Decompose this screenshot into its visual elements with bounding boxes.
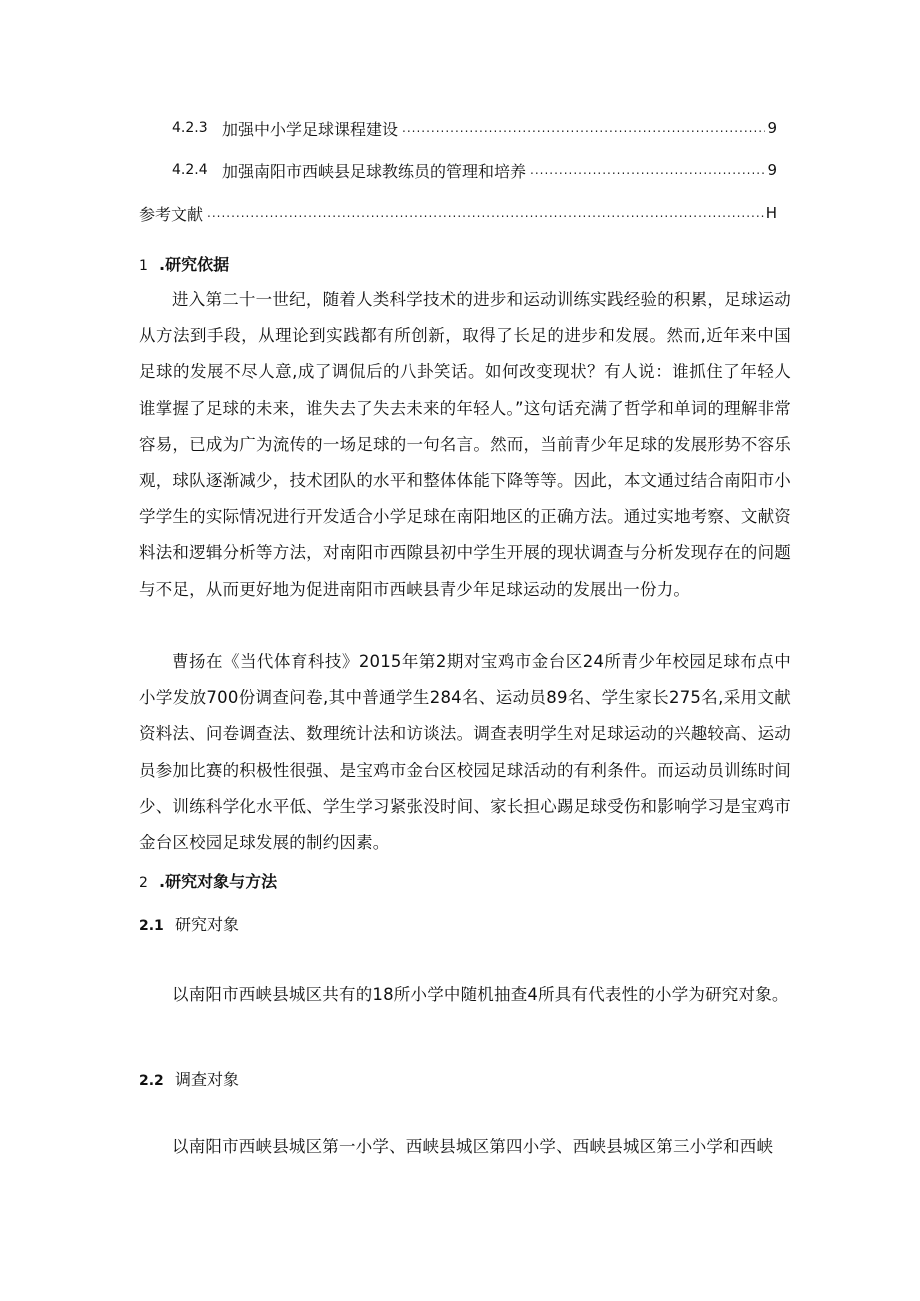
- body-paragraph: 以南阳市西峡县城区第一小学、西峡县城区第四小学、西峡县城区第三小学和西峡: [172, 1137, 774, 1156]
- toc-entry-title: 加强中小学足球课程建设: [222, 119, 399, 139]
- toc-entry-number: 4.2.4: [172, 162, 208, 178]
- subsection-heading: [139, 1068, 239, 1092]
- subsection-title: 研究对象: [175, 915, 240, 934]
- toc-entry-page: 9: [767, 161, 777, 179]
- toc-entry-page: H: [765, 204, 777, 222]
- toc-entry[interactable]: [172, 158, 777, 182]
- section-heading: [139, 253, 229, 277]
- subsection-heading: [139, 913, 239, 937]
- body-paragraph: 进入第二十一世纪，随着人类科学技术的进步和运动训练实践经验的积累，足球运动从方法到手段，从理论到实践都有所创新，取得了长足的进步和发展。然而,近年来中国足球的发展不尽人意,成了调侃后的八卦笑话。如何改变现状？有人说：谁抓住了年轻人谁掌握了足球的未来，谁失去了失去未来的年轻人。”这句话充满了哲学和单词的理解非常容易，已成为广为流传的一场足球的一句名言。然而，当前青少年足球的发展形势不容乐观，球队逐渐减少，技术团队的水平和整体体能下降等等。因此，本文通过结合南阳市小学学生的实际情况进行开发适合小学足球在南阳地区的正确方法。通过实地考察、文献资料法和逻辑分析等方法，对南阳市西隙县初中学生开展的现状调查与分析发现存在的问题与不足，从而更好地为促进南阳市西峡县青少年足球运动的发展出一份力。: [139, 290, 791, 599]
- toc-entry[interactable]: [139, 201, 777, 225]
- toc-leader-dots: [207, 206, 764, 220]
- body-paragraph: 曹扬在《当代体育科技》2015年第2期对宝鸡市金台区24所青少年校园足球布点中小学发放700份调查问卷,其中普通学生284名、运动员89名、学生家长275名,采用文献资料法、问卷调查法、数理统计法和访谈法。调查表明学生对足球运动的兴趣较高、运动员参加比赛的积极性很强、是宝鸡市金台区校园足球活动的有利条件。而运动员训练时间少、训练科学化水平低、学生学习紧张没时间、家长担心踢足球受伤和影响学习是宝鸡市金台区校园足球发展的制约因素。: [139, 652, 791, 853]
- section-heading: [139, 870, 277, 894]
- section-title: .研究对象与方法: [159, 872, 278, 891]
- toc-entry-title: 参考文献: [139, 204, 204, 224]
- toc-entry-page: 9: [767, 119, 777, 137]
- subsection-number: 2.1: [139, 918, 164, 934]
- toc-entry-title: 加强南阳市西峡县足球教练员的管理和培养: [222, 161, 527, 181]
- section-number: 1: [139, 258, 148, 274]
- body-paragraph: 以南阳市西峡县城区共有的18所小学中随机抽查4所具有代表性的小学为研究对象。: [172, 985, 789, 1004]
- subsection-number: 2.2: [139, 1073, 164, 1089]
- toc-entry[interactable]: [172, 116, 777, 140]
- section-number: 2: [139, 875, 148, 891]
- subsection-title: 调查对象: [175, 1070, 240, 1089]
- toc-entry-number: 4.2.3: [172, 120, 208, 136]
- toc-leader-dots: [402, 121, 765, 135]
- section-title: .研究依据: [159, 255, 230, 274]
- toc-leader-dots: [530, 163, 765, 177]
